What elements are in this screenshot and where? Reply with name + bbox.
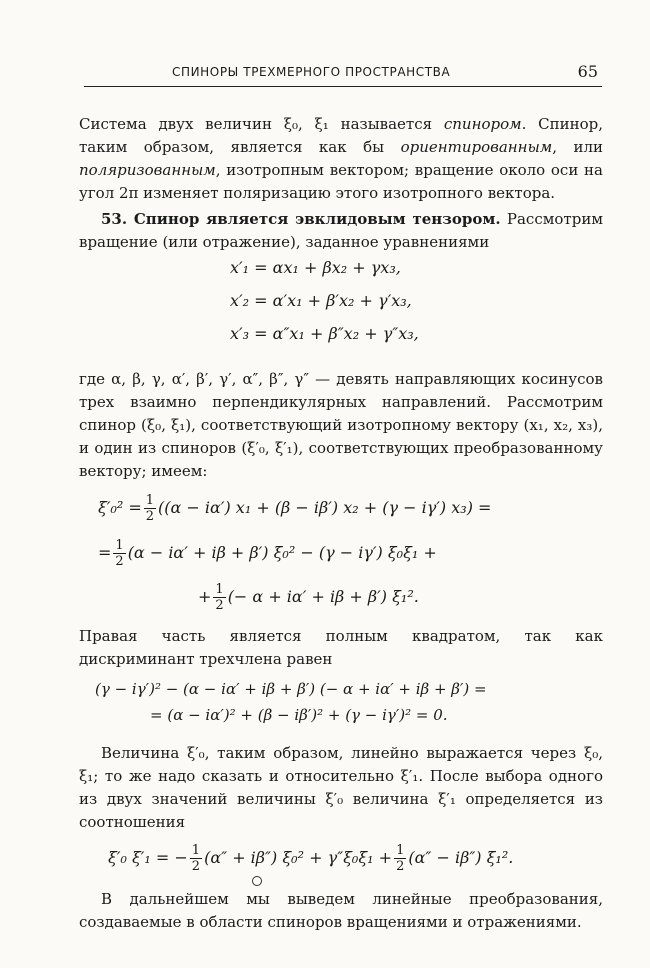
eq2-line3-plus: + [198, 587, 212, 606]
eq4-middle: (α″ + iβ″) ξ₀² + γ″ξ₀ξ₁ + [204, 848, 393, 867]
eq2-lhs: ξ′₀² = [98, 498, 142, 517]
rotation-equation-1: x′₁ = αx₁ + βx₂ + γx₃, [230, 258, 401, 277]
page-number: 65 [577, 62, 598, 81]
eq4-lhs: ξ′₀ ξ′₁ = − [108, 848, 188, 867]
p1-text-a: Система двух величин ξ₀, ξ₁ называется [79, 115, 444, 133]
p1-text-g: , изотропным вектором; вращение около оси на угол 2π изменяет поляризацию этого изотропного вектора. [79, 161, 603, 202]
p2-text: Рассмотрим вращение (или отражение), заданное уравнениями [79, 210, 604, 251]
relation-equation [108, 843, 513, 874]
discriminant-line-1: (γ − iγ′)² − (α − iα′ + iβ + β′) (− α + iα′ + iβ + β′) = [95, 680, 487, 698]
printer-mark-circle [252, 876, 262, 886]
term-polarized: поляризованным [79, 161, 216, 179]
paragraph-section-53 [79, 208, 603, 254]
eq2-line2-equals: = [98, 543, 112, 562]
section-heading-53: 53. Спинор является эвклидовым тензором. [101, 210, 501, 228]
paragraph-linear-expression: Величина ξ′₀, таким образом, линейно выражается через ξ₀, ξ₁; то же надо сказать и относительно ξ′₁. После выбора одного из двух значений величины ξ′₀ величина ξ′₁ определяется из соотношения [79, 744, 603, 831]
term-oriented: ориентированным [400, 138, 553, 156]
spinor-equation-line-3 [198, 582, 419, 613]
paragraph-perfect-square: Правая часть является полным квадратом, так как дискриминант трехчлена равен [79, 627, 603, 668]
fraction-half: $\frac{1}{2}$ [396, 843, 405, 874]
running-title: СПИНОРЫ ТРЕХМЕРНОГО ПРОСТРАНСТВА [172, 65, 451, 79]
paragraph-direction-cosines: где α, β, γ, α′, β′, γ′, α″, β″, γ″ — девять направляющих косинусов трех взаимно перпендикулярных направлений. Рассмотрим спинор (ξ₀, ξ₁), соответствующий изотропному вектору (x₁, x₂, x₃), и один из спиноров (ξ′₀, ξ′₁), соответствующих преобразованному вектору; имеем: [79, 370, 603, 480]
fraction-half: $\frac{1}{2}$ [191, 843, 201, 874]
paragraph-spinor-definition [79, 113, 603, 205]
rotation-equation-3: x′₃ = α″x₁ + β″x₂ + γ″x₃, [230, 324, 419, 343]
rotation-equation-2: x′₂ = α′x₁ + β′x₂ + γ′x₃, [230, 291, 412, 310]
p1-text-c: . Спинор, таким образом, является как бы [79, 115, 603, 156]
fraction-half: $\frac{1}{2}$ [115, 538, 124, 569]
eq2-line1-body: ((α − iα′) x₁ + (β − iβ′) x₂ + (γ − iγ′) x₃) = [158, 498, 492, 517]
term-spinor: спинором [443, 115, 522, 133]
eq4-end: (α″ − iβ″) ξ₁². [408, 848, 514, 867]
fraction-half: $\frac{1}{2}$ [215, 582, 224, 613]
spinor-equation-line-1 [98, 493, 491, 524]
eq2-line3-body: (− α + iα′ + iβ + β′) ξ₁². [227, 587, 419, 606]
p1-text-e: , или [552, 138, 603, 156]
spinor-equation-line-2 [98, 538, 437, 569]
fraction-half: $\frac{1}{2}$ [145, 493, 155, 524]
running-header [84, 64, 602, 87]
discriminant-line-2: = (α − iα′)² + (β − iβ′)² + (γ − iγ′)² = 0. [150, 706, 448, 724]
eq2-line2-body: (α − iα′ + iβ + β′) ξ₀² − (γ − iγ′) ξ₀ξ₁ + [127, 543, 437, 562]
paragraph-linear-transformations: В дальнейшем мы выведем линейные преобразования, создаваемые в области спиноров вращениями и отражениями. [79, 890, 603, 931]
